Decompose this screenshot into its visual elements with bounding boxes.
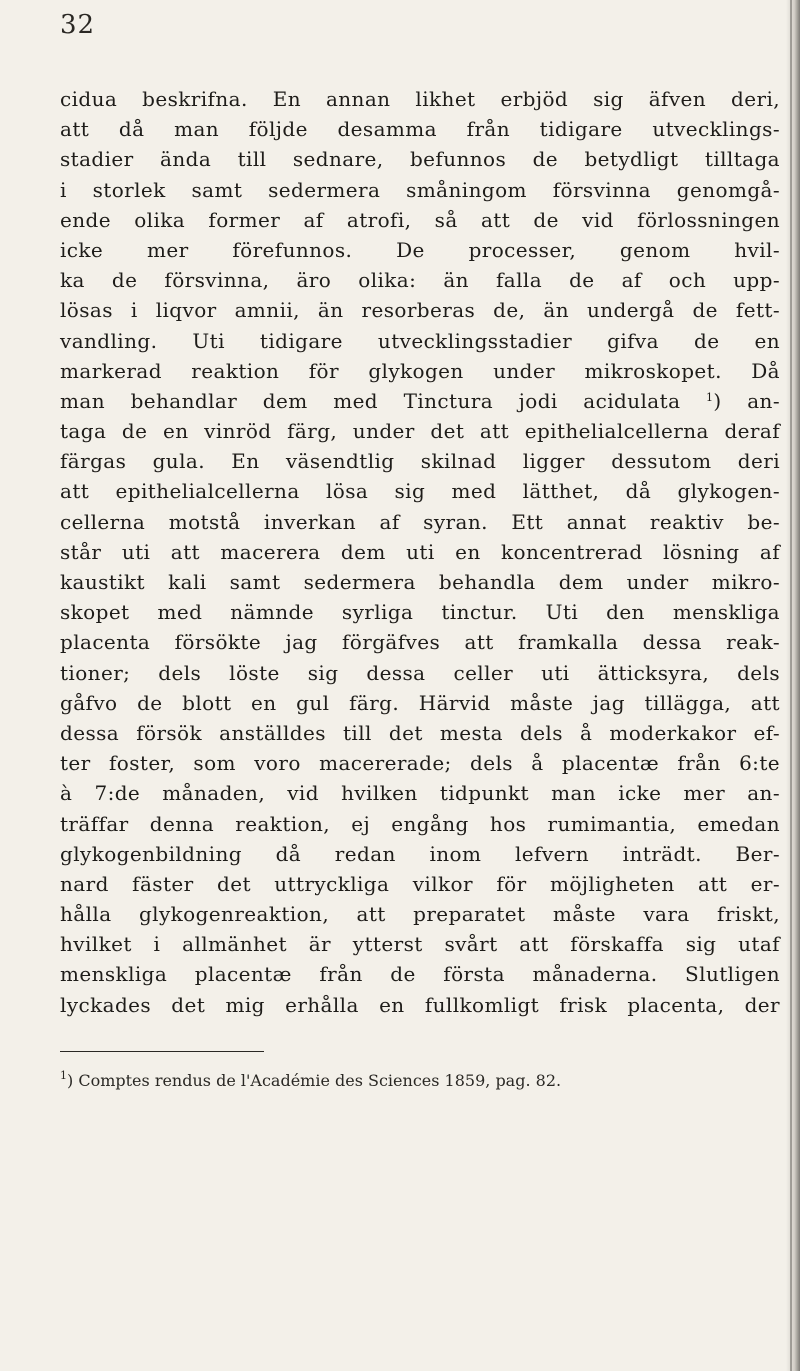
text-line: ter foster, som voro macererade; dels å placentæ från 6:te bbox=[60, 751, 780, 776]
text-line: ka de försvinna, äro olika: än falla de af och upp- bbox=[60, 268, 780, 293]
text-line: hålla glykogenreaktion, att preparatet måste vara friskt, bbox=[60, 902, 780, 927]
text-line-tail: ) an- bbox=[713, 388, 780, 413]
text-line: nard fäster det uttryckliga vilkor för möjligheten att er- bbox=[60, 871, 780, 896]
text-line: taga de en vinröd färg, under det att epithelialcellerna deraf bbox=[60, 419, 780, 444]
text-line: à 7:de månaden, vid hvilken tidpunkt man icke mer an- bbox=[60, 781, 780, 806]
text-line: gåfvo de blott en gul färg. Härvid måste jag tillägga, att bbox=[60, 690, 780, 715]
text-line: att då man följde desamma från tidigare utvecklings- bbox=[60, 117, 780, 142]
page-edge-line bbox=[790, 0, 792, 1371]
text-line: placenta försökte jag förgäfves att framkalla dessa reak- bbox=[60, 630, 780, 655]
text-line: tioner; dels löste sig dessa celler uti ätticksyra, dels bbox=[60, 660, 780, 685]
text-line: icke mer förefunnos. De processer, genom hvil- bbox=[60, 237, 780, 262]
text-line: att epithelialcellerna lösa sig med lätthet, då glykogen- bbox=[60, 479, 780, 504]
text-line: träffar denna reaktion, ej engång hos rumimantia, emedan bbox=[60, 811, 780, 836]
text-line: vandling. Uti tidigare utvecklingsstadier gifva de en bbox=[60, 328, 780, 353]
text-line: markerad reaktion för glykogen under mikroskopet. Då bbox=[60, 358, 780, 383]
text-line: cellerna motstå inverkan af syran. Ett annat reaktiv be- bbox=[60, 509, 780, 534]
text-line-segment: man behandlar dem med Tinctura jodi acidulata bbox=[60, 388, 681, 413]
text-line: cidua beskrifna. En annan likhet erbjöd sig äfven deri, bbox=[60, 87, 780, 111]
text-line: dessa försök anställdes till det mesta dels å moderkakor ef- bbox=[60, 720, 780, 745]
text-line: kaustikt kali samt sedermera behandla dem under mikro- bbox=[60, 570, 780, 594]
text-line: glykogenbildning då redan inom lefvern inträdt. Ber- bbox=[60, 841, 780, 866]
text-line: står uti att macerera dem uti en koncentrerad lösning af bbox=[60, 539, 780, 564]
footnote-divider bbox=[60, 1051, 264, 1052]
text-line: hvilket i allmänhet är ytterst svårt att förskaffa sig utaf bbox=[60, 932, 780, 957]
text-line: färgas gula. En väsendtlig skilnad ligger dessutom deri bbox=[60, 449, 780, 474]
text-line: menskliga placentæ från de första månaderna. Slutligen bbox=[60, 962, 780, 987]
text-line: stadier ända till sednare, befunnos de betydligt tilltaga bbox=[60, 147, 780, 172]
page-number: 32 bbox=[60, 10, 96, 40]
footnote bbox=[60, 1070, 760, 1092]
body-text bbox=[60, 84, 780, 1020]
text-line: lösas i liqvor amnii, än resorberas de, än undergå de fett- bbox=[60, 298, 780, 323]
page-edge-shadow bbox=[786, 0, 800, 1371]
text-line: ende olika former af atrofi, så att de vid förlossningen bbox=[60, 207, 780, 232]
text-line-with-footnote-ref bbox=[60, 386, 780, 416]
footnote-marker: 1 bbox=[60, 1069, 67, 1082]
text-line: i storlek samt sedermera småningom försvinna genomgå- bbox=[60, 177, 780, 202]
text-line: skopet med nämnde syrliga tinctur. Uti den menskliga bbox=[60, 600, 780, 625]
text-line: lyckades det mig erhålla en fullkomligt frisk placenta, der bbox=[60, 992, 780, 1017]
footnote-text: ) Comptes rendus de l'Académie des Sciences 1859, pag. 82. bbox=[67, 1071, 562, 1090]
footnote-ref-marker: 1 bbox=[706, 390, 714, 404]
